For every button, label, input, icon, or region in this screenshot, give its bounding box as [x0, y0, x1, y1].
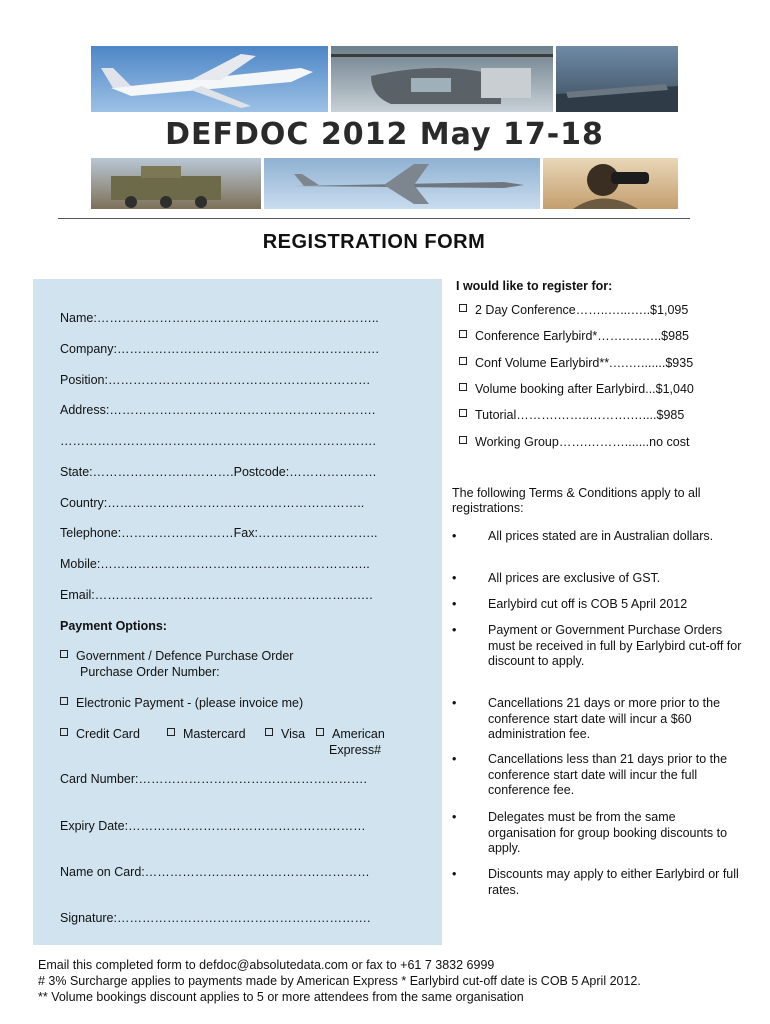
bullet-icon: •: [452, 529, 457, 543]
term-item: • Discounts may apply to either Earlybird or full rates.: [452, 867, 739, 897]
registration-details-panel: [33, 279, 442, 945]
term-item: • All prices are exclusive of GST.: [452, 571, 661, 585]
banner-title: DEFDOC 2012 May 17-18: [165, 117, 604, 152]
american-express-option[interactable]: American: [316, 727, 385, 741]
option-2-day-conference[interactable]: 2 Day Conference……..…...…..$1,095: [459, 303, 688, 317]
checkbox-icon[interactable]: [459, 330, 467, 338]
term-item: • Cancellations 21 days or more prior to the conference start date will incur a $60 administration fee.: [452, 696, 721, 741]
american-express-label: Express#: [329, 743, 382, 757]
airliner-photo: [91, 46, 328, 112]
fighter-jet-photo: [264, 158, 540, 209]
armoured-vehicle-photo: [91, 158, 261, 209]
event-banner: [91, 46, 678, 209]
purchase-order-number-field[interactable]: Purchase Order Number:: [80, 665, 220, 679]
bullet-icon: •: [452, 867, 457, 881]
footer-surcharge-line: # 3% Surcharge applies to payments made by American Express * Earlybird cut-off date is COB 5 April 2012.: [38, 974, 641, 988]
address-line-2-field[interactable]: ………………………………………………………………….: [60, 434, 376, 448]
fighter-jet-icon: [264, 158, 540, 209]
term-item: • Payment or Government Purchase Orders must be received in full by Earlybird cut-off for discount to apply.: [452, 623, 742, 668]
bullet-icon: •: [452, 571, 457, 585]
terms-intro: The following Terms & Conditions apply to all registrations:: [452, 486, 701, 515]
term-item: • Earlybird cut off is COB 5 April 2012: [452, 597, 688, 611]
checkbox-icon[interactable]: [60, 697, 68, 705]
footer-notes: [38, 957, 758, 1005]
expiry-date-field[interactable]: Expiry Date:…………………………………………………: [60, 819, 366, 833]
checkbox-icon[interactable]: [60, 650, 68, 658]
checkbox-icon[interactable]: [316, 728, 324, 736]
payment-options-heading: Payment Options:: [60, 619, 167, 633]
government-po-option[interactable]: Government / Defence Purchase Order: [60, 649, 293, 663]
checkbox-icon[interactable]: [459, 436, 467, 444]
term-item: • All prices stated are in Australian dollars.: [452, 529, 714, 543]
register-for-heading: I would like to register for:: [456, 279, 613, 293]
checkbox-icon[interactable]: [459, 409, 467, 417]
option-conference-earlybird[interactable]: Conference Earlybird*…….….…..$985: [459, 329, 689, 343]
signature-field[interactable]: Signature:…………………………………………………….: [60, 911, 371, 925]
email-field[interactable]: Email:……………………………………………………….…: [60, 588, 374, 602]
soldier-binoculars-icon: [543, 158, 678, 209]
credit-card-option[interactable]: Credit Card: [60, 727, 140, 741]
footer-contact-line: Email this completed form to defdoc@absolutedata.com or fax to +61 7 3832 6999: [38, 958, 495, 972]
warship-icon: [556, 46, 678, 112]
airliner-icon: [91, 46, 328, 112]
option-working-group[interactable]: Working Group…….……….......no cost: [459, 435, 689, 449]
option-tutorial[interactable]: Tutorial……….……..……….…....$985: [459, 408, 684, 422]
mobile-field[interactable]: Mobile:………………………………………………………..: [60, 557, 370, 571]
soldier-binoculars-photo: [543, 158, 678, 209]
name-on-card-field[interactable]: Name on Card:………………………………………………: [60, 865, 370, 879]
term-item: • Cancellations less than 21 days prior to the conference start date will incur the full conference fee.: [452, 752, 728, 797]
bullet-icon: •: [452, 752, 457, 766]
company-field[interactable]: Company:………………………………………………………: [60, 342, 380, 356]
bullet-icon: •: [452, 810, 457, 824]
checkbox-icon[interactable]: [167, 728, 175, 736]
warship-photo: [556, 46, 678, 112]
card-number-field[interactable]: Card Number:……………………………………………….: [60, 772, 367, 786]
helicopter-photo: [331, 46, 553, 112]
option-volume-earlybird[interactable]: Conf Volume Earlybird**.….….......$935: [459, 356, 693, 370]
page-title: REGISTRATION FORM: [262, 231, 486, 253]
position-field[interactable]: Position:………………………………………………………: [60, 373, 371, 387]
checkbox-icon[interactable]: [265, 728, 273, 736]
visa-option[interactable]: Visa: [265, 727, 305, 741]
address-field[interactable]: Address:……………………………………………………….: [60, 403, 376, 417]
checkbox-icon[interactable]: [459, 357, 467, 365]
electronic-payment-option[interactable]: Electronic Payment - (please invoice me): [60, 696, 303, 710]
bullet-icon: •: [452, 597, 457, 611]
checkbox-icon[interactable]: [459, 304, 467, 312]
country-field[interactable]: Country:……………………………………………………..: [60, 496, 365, 510]
telephone-fax-field[interactable]: Telephone:………………………Fax:………………………..: [60, 526, 378, 540]
checkbox-icon[interactable]: [60, 728, 68, 736]
helicopter-icon: [331, 46, 553, 112]
footer-volume-line: ** Volume bookings discount applies to 5 or more attendees from the same organisation: [38, 990, 524, 1004]
bullet-icon: •: [452, 623, 457, 637]
bullet-icon: •: [452, 696, 457, 710]
option-volume-after-earlybird[interactable]: Volume booking after Earlybird...$1,040: [459, 382, 694, 396]
checkbox-icon[interactable]: [459, 383, 467, 391]
name-field[interactable]: Name:…………………………………………………………..: [60, 311, 379, 325]
term-item: • Delegates must be from the same organisation for group booking discounts to apply.: [452, 810, 728, 855]
state-postcode-field[interactable]: State:…………………………….Postcode:…………………: [60, 465, 377, 479]
divider-rule: [58, 218, 690, 219]
armoured-vehicle-icon: [91, 158, 261, 209]
mastercard-option[interactable]: Mastercard: [167, 727, 246, 741]
